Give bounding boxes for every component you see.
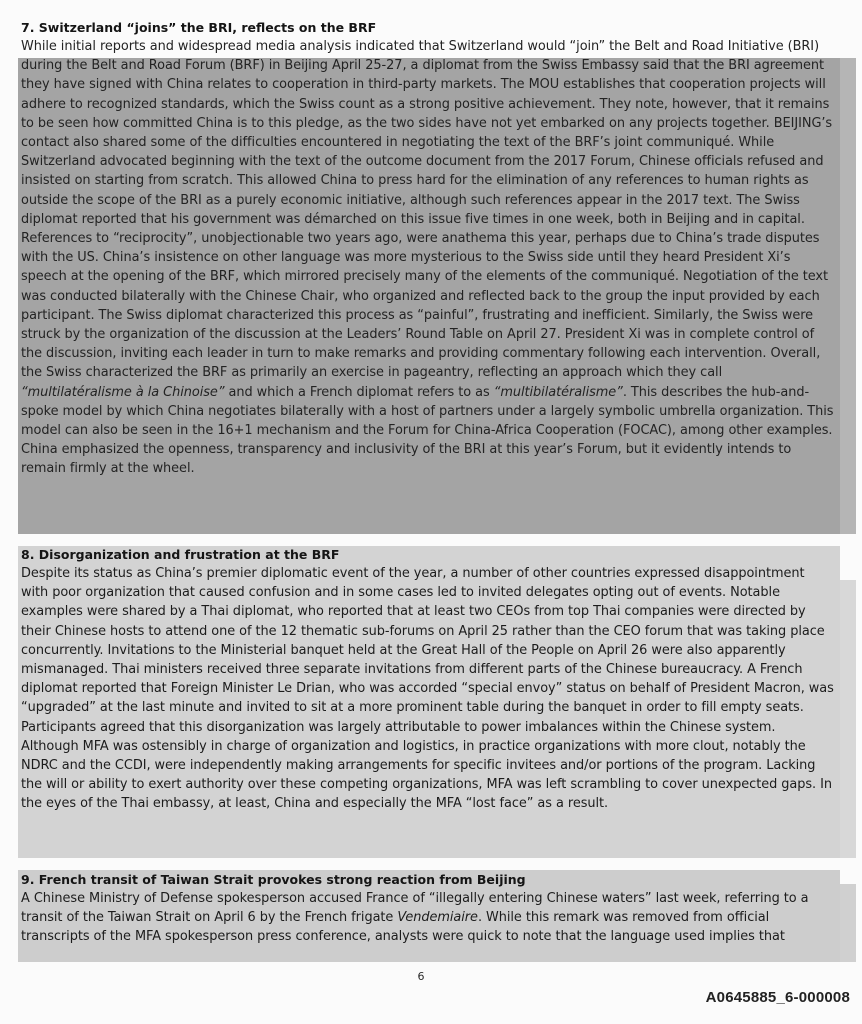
body-text: While initial reports and widespread media analysis indicated that Switzerland would “join” the Belt and Road Initiative (BRI) during the Belt and Road Forum (BRF) in Beijing April 25-27, a diplomat from the Swiss Embassy said that the BRI agreement they have signed with China relates to cooperation in third-party markets. The MOU establishes that cooperation projects will adhere to recognized standards, which the Swiss count as a strong positive achievement. They note, however, that it remains to be seen how committed China is to this pledge, as the two sides have not yet embarked on any projects together. BEIJING’s contact also shared some of the difficulties encountered in negotiating the text of the BRF’s joint communiqué. While Switzerland advocated beginning with the text of the outcome document from the 2017 Forum, Chinese officials refused and insisted on starting from scratch. This allowed China to press hard for the elimination of any references to human rights as outside the scope of the BRI as a purely economic initiative, although such references appear in the 2017 text. The Swiss diplomat reported that his government was démarched on this issue five times in one week, both in Beijing and in capital. References to “reciprocity”, unobjectionable two years ago, were anathema this year, perhaps due to China’s trade disputes with the US. China’s insistence on other language was more mysterious to the Swiss side until they heard President Xi’s speech at the opening of the BRF, which mirrored precisely many of the elements of the communiqué. Negotiation of the text was conducted bilaterally with the Chinese Chair, who organized and reflected back to the group the input provided by each participant. The Swiss diplomat characterized this process as “painful”, frustrating and inefficient. Similarly, the Swiss were struck by the organization of the discussion at the Leaders’ Round Table on April 27. President Xi was in complete control of the discussion, inviting each leader in turn to make remarks and providing commentary following each intervention. Overall, the Swiss characterized the BRF as primarily an exercise in pageantry, reflecting an approach which they call (21, 39, 833, 381)
section-9 (18, 872, 840, 947)
section-body: Despite its status as China’s premier diplomatic event of the year, a number of other countries expressed disappointment with poor organization that caused confusion and in some cases led to invited delegates opting out of events. Notable examples were shared by a Thai diplomat, who reported that at least two CEOs from top Thai companies were directed by their Chinese hosts to attend one of the 12 thematic sub-forums on April 25 rather than the CEO forum that was taking place concurrently. Invitations to the Ministerial banquet held at the Great Hall of the People on April 26 were also apparently mismanaged. Thai ministers received three separate invitations from different parts of the Chinese bureaucracy. A French diplomat reported that Foreign Minister Le Drian, who was accorded “special envoy” status on behalf of President Macron, was “upgraded” at the last minute and invited to sit at a more prominent table during the banquet in order to fill empty seats. Participants agreed that this disorganization was largely attributable to power imbalances within the Chinese system. Although MFA was ostensibly in charge of organization and logistics, in practice organizations with more clout, notably the NDRC and the CCDI, were independently making arrangements for specific invitees and/or portions of the program. Lacking the will or ability to exert authority over these competing organizations, MFA was left scrambling to cover unexpected gaps. In the eyes of the Thai embassy, at least, China and especially the MFA “lost face” as a result. (21, 566, 834, 812)
section-body (18, 889, 840, 947)
body-text: . While this remark was removed from official transcripts of the MFA spokesperson press conference, analysts were quick to note that the language used implies that (21, 910, 785, 945)
italic-term: “multilatéralisme à la Chinoise” (21, 384, 225, 400)
section-8 (18, 547, 840, 814)
body-text: and which a French diplomat refers to as (224, 384, 494, 400)
section-body (18, 37, 840, 479)
italic-term: Vendemiaire (397, 910, 478, 926)
margin-mark (840, 884, 856, 962)
section-title: 9. French transit of Taiwan Strait provokes strong reaction from Beijing (21, 872, 526, 887)
section-title: 8. Disorganization and frustration at the BRF (21, 547, 340, 562)
margin-mark (840, 58, 856, 534)
section-7 (18, 20, 840, 479)
page-number: 6 (417, 970, 425, 983)
section-title: 7. Switzerland “joins” the BRI, reflects on the BRF (21, 20, 377, 35)
document-id: A0645885_6-000008 (705, 989, 850, 1006)
margin-mark (840, 580, 856, 858)
body-text: A Chinese Ministry of Defense spokesperson accused France of “illegally entering Chinese waters” last week, referring to a transit of the Taiwan Strait on April 6 by the French frigate (21, 891, 809, 926)
body-text: . This describes the hub-and-spoke model by which China negotiates bilaterally with a host of partners under a largely symbolic umbrella organization. This model can also be seen in the 16+1 mechanism and the Forum for China-Africa Cooperation (FOCAC), among other examples. China emphasized the openness, transparency and inclusivity of the BRI at this year’s Forum, but it evidently intends to remain firmly at the wheel. (21, 384, 834, 477)
italic-term: “multibilatéralisme” (493, 384, 623, 400)
